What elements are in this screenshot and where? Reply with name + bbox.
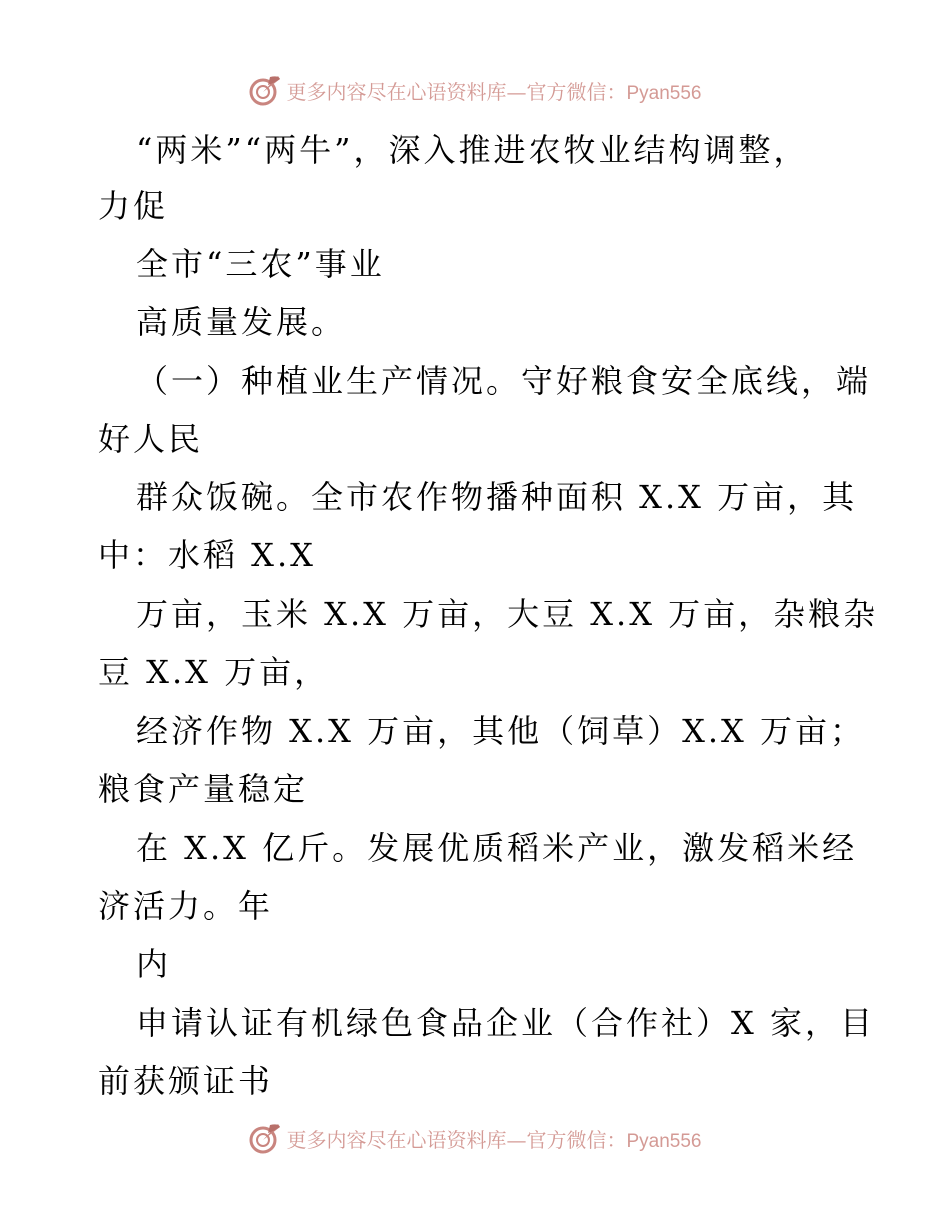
text-line: 粮食产量稳定 [98, 770, 309, 808]
banner-text [286, 76, 701, 105]
text-line: 在 X.X 亿斤。发展优质稻米产业，激发稻米经 [136, 829, 858, 867]
text-line: 申请认证有机绿色食品企业（合作社）X 家，目 [136, 1004, 875, 1042]
text-line: 前获颁证书 [98, 1062, 274, 1100]
quill-logo-icon [248, 1121, 282, 1155]
footer-banner [0, 1118, 950, 1158]
text-line: 全市“三农”事业 [136, 245, 385, 283]
banner-slogan: 更多内容尽在心语资料库—官方微信： [286, 79, 627, 104]
text-line: 经济作物 X.X 万亩，其他（饲草）X.X 万亩； [136, 712, 865, 750]
text-line: 群众饭碗。全市农作物播种面积 X.X 万亩，其 [136, 478, 858, 516]
text-line: 豆 X.X 万亩， [98, 653, 330, 691]
text-line: 高质量发展。 [136, 303, 347, 341]
text-line: 中：水稻 X.X [98, 536, 316, 574]
text-line: “两米”“两牛”，深入推进农牧业结构调整， [136, 131, 809, 169]
banner-slogan: 更多内容尽在心语资料库—官方微信： [286, 1127, 627, 1152]
text-line: 力促 [98, 187, 169, 225]
quill-logo-icon [248, 73, 282, 107]
text-line: 万亩，玉米 X.X 万亩，大豆 X.X 万亩，杂粮杂 [136, 595, 879, 633]
banner-wechat-id: Pyan556 [626, 82, 702, 104]
banner-wechat-id: Pyan556 [626, 1130, 702, 1152]
text-line: 好人民 [98, 420, 204, 458]
header-banner [0, 70, 950, 110]
text-line: （一）种植业生产情况。守好粮食安全底线，端 [136, 362, 872, 400]
banner-text [286, 1124, 701, 1153]
text-line: 内 [136, 945, 172, 983]
text-line: 济活力。年 [98, 887, 274, 925]
